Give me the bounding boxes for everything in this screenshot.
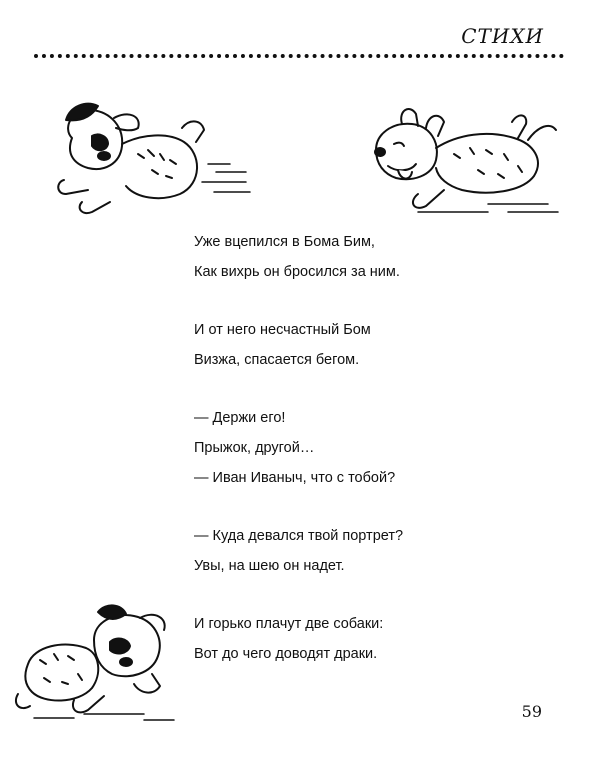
stanza (194, 403, 514, 493)
page-number: 59 (521, 702, 542, 721)
poem-line: — Держи его! (194, 410, 286, 426)
poem-line: Уже вцепился в Бома Бим, (194, 234, 375, 250)
poem-line: — Иван Иваныч, что с тобой? (194, 470, 396, 486)
poem-line: — Куда девался твой портрет? (194, 528, 404, 544)
stanza (194, 227, 514, 287)
poem-line: И горько плачут две собаки: (194, 616, 384, 632)
poem-line: Увы, на шею он надет. (194, 558, 345, 574)
poem-line: Как вихрь он бросился за ним. (194, 264, 400, 280)
dog-running-icon (358, 98, 568, 218)
poem (194, 227, 514, 669)
section-title: СТИХИ (461, 24, 544, 48)
poem-line: Вот до чего доводят драки. (194, 646, 378, 662)
header-divider (34, 54, 564, 62)
stanza (194, 521, 514, 581)
poem-line: Прыжок, другой… (194, 440, 315, 456)
puppy-rolling-icon (52, 98, 262, 218)
poem-line: И от него несчастный Бом (194, 322, 371, 338)
stanza (194, 315, 514, 375)
stanza (194, 609, 514, 669)
poem-line: Визжа, спасается бегом. (194, 352, 360, 368)
puppies-fighting-icon (14, 604, 184, 724)
